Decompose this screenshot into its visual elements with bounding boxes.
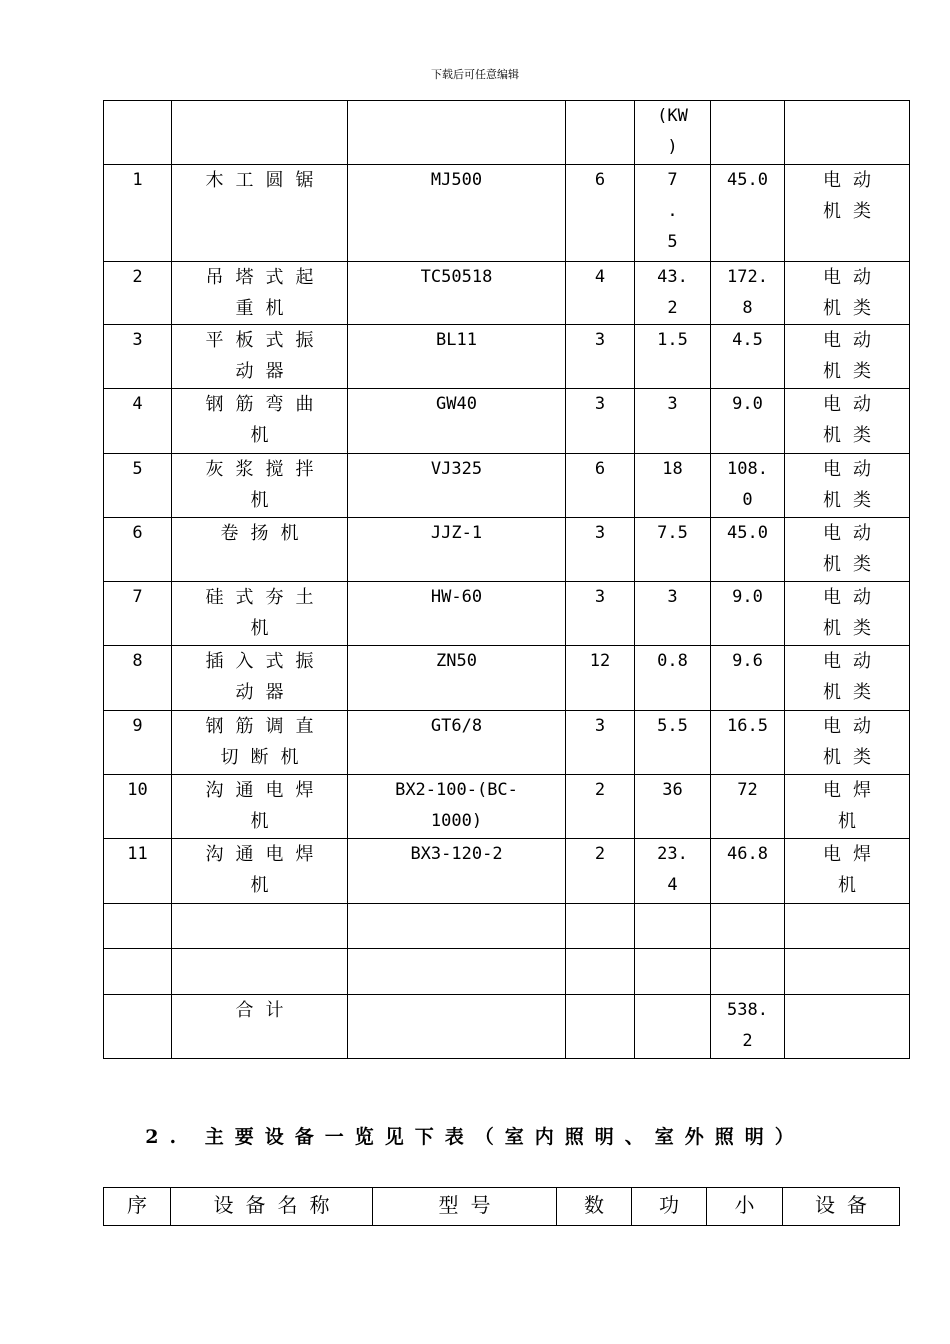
table-row [104, 582, 910, 646]
power-cell: 7 . 5 [635, 165, 711, 262]
subtotal-cell: 72 [711, 775, 785, 839]
power-cell: 7.5 [635, 518, 711, 582]
type-cell: 电焊 机 [785, 775, 910, 839]
subtotal-cell [711, 904, 785, 949]
name-cell: 平板式振 动器 [172, 325, 348, 389]
power-cell: 5.5 [635, 711, 711, 775]
name-cell: 木工圆锯 [172, 165, 348, 262]
page-header: 下载后可任意编辑 [431, 68, 519, 81]
seq-cell: 6 [104, 518, 172, 582]
type-cell: 电动 机类 [785, 165, 910, 262]
seq-cell: 7 [104, 582, 172, 646]
power-cell: 43. 2 [635, 262, 711, 325]
subtotal-cell: 16.5 [711, 711, 785, 775]
qty-cell: 6 [566, 454, 635, 518]
type-cell: 电焊 机 [785, 839, 910, 904]
type-cell: 电动 机类 [785, 711, 910, 775]
name-cell: 设备名称 [171, 1188, 373, 1226]
table-row [104, 904, 910, 949]
model-cell [348, 101, 566, 165]
type-cell: 电动 机类 [785, 646, 910, 711]
seq-cell: 2 [104, 262, 172, 325]
type-cell: 设备 [783, 1188, 900, 1226]
type-cell: 电动 机类 [785, 582, 910, 646]
table-row [104, 711, 910, 775]
name-cell: 灰浆搅拌 机 [172, 454, 348, 518]
seq-cell: 8 [104, 646, 172, 711]
type-cell: 电动 机类 [785, 325, 910, 389]
equipment-table [103, 100, 910, 1059]
qty-cell: 3 [566, 518, 635, 582]
table-header-row [104, 101, 910, 165]
table-row [104, 325, 910, 389]
qty-cell: 12 [566, 646, 635, 711]
qty-cell [566, 904, 635, 949]
qty-cell: 3 [566, 325, 635, 389]
table-row [104, 775, 910, 839]
qty-cell: 6 [566, 165, 635, 262]
model-cell [348, 995, 566, 1059]
table-row [104, 389, 910, 454]
subtotal-cell: 172. 8 [711, 262, 785, 325]
power-cell: 23. 4 [635, 839, 711, 904]
model-cell [348, 904, 566, 949]
power-cell [635, 949, 711, 995]
table-row [104, 839, 910, 904]
type-cell: 电动 机类 [785, 518, 910, 582]
subtotal-cell [711, 101, 785, 165]
section-heading: 2. 主要设备一览见下表（室内照明、室外照明） [145, 1126, 805, 1148]
qty-cell [566, 995, 635, 1059]
seq-cell: 5 [104, 454, 172, 518]
model-cell: GW40 [348, 389, 566, 454]
type-cell [785, 904, 910, 949]
type-cell [785, 995, 910, 1059]
subtotal-cell [711, 949, 785, 995]
power-cell: 18 [635, 454, 711, 518]
seq-cell: 11 [104, 839, 172, 904]
subtotal-cell: 9.6 [711, 646, 785, 711]
table-row [104, 454, 910, 518]
model-cell: BL11 [348, 325, 566, 389]
model-cell [348, 949, 566, 995]
power-cell: 1.5 [635, 325, 711, 389]
model-cell: ZN50 [348, 646, 566, 711]
name-cell: 合计 [172, 995, 348, 1059]
table-total-row [104, 995, 910, 1059]
model-cell: VJ325 [348, 454, 566, 518]
qty-cell: 2 [566, 839, 635, 904]
power-cell [635, 904, 711, 949]
power-cell: 36 [635, 775, 711, 839]
power-cell [635, 995, 711, 1059]
model-cell: TC50518 [348, 262, 566, 325]
name-cell: 插入式振 动器 [172, 646, 348, 711]
seq-cell [104, 101, 172, 165]
power-cell: 3 [635, 582, 711, 646]
table-row [104, 262, 910, 325]
seq-cell: 3 [104, 325, 172, 389]
model-cell: BX3-120-2 [348, 839, 566, 904]
model-cell: GT6/8 [348, 711, 566, 775]
model-cell: JJZ-1 [348, 518, 566, 582]
name-cell: 钢筋弯曲 机 [172, 389, 348, 454]
subtotal-cell: 4.5 [711, 325, 785, 389]
seq-cell: 10 [104, 775, 172, 839]
seq-cell: 序 [104, 1188, 171, 1226]
qty-cell: 3 [566, 711, 635, 775]
seq-cell: 4 [104, 389, 172, 454]
name-cell [172, 949, 348, 995]
qty-cell [566, 101, 635, 165]
subtotal-cell: 45.0 [711, 165, 785, 262]
type-cell: 电动 机类 [785, 454, 910, 518]
name-cell: 钢筋调直 切断机 [172, 711, 348, 775]
model-cell: MJ500 [348, 165, 566, 262]
name-cell: 吊塔式起 重机 [172, 262, 348, 325]
type-cell: 电动 机类 [785, 389, 910, 454]
qty-cell [566, 949, 635, 995]
power-cell: 3 [635, 389, 711, 454]
name-cell [172, 101, 348, 165]
subtotal-cell: 小 [707, 1188, 783, 1226]
subtotal-cell: 46.8 [711, 839, 785, 904]
seq-cell [104, 995, 172, 1059]
subtotal-cell: 45.0 [711, 518, 785, 582]
type-cell: 电动 机类 [785, 262, 910, 325]
model-cell: HW-60 [348, 582, 566, 646]
name-cell: 卷扬机 [172, 518, 348, 582]
name-cell [172, 904, 348, 949]
qty-cell: 4 [566, 262, 635, 325]
subtotal-cell: 538. 2 [711, 995, 785, 1059]
table-row [104, 646, 910, 711]
equipment-table-2 [103, 1187, 900, 1226]
table-header-row [104, 1188, 900, 1226]
power-cell: 0.8 [635, 646, 711, 711]
subtotal-cell: 108. 0 [711, 454, 785, 518]
seq-cell: 9 [104, 711, 172, 775]
name-cell: 沟通电焊 机 [172, 775, 348, 839]
qty-cell: 数 [557, 1188, 632, 1226]
type-cell [785, 101, 910, 165]
name-cell: 硅式夯土 机 [172, 582, 348, 646]
table-row [104, 518, 910, 582]
qty-cell: 2 [566, 775, 635, 839]
subtotal-cell: 9.0 [711, 389, 785, 454]
qty-cell: 3 [566, 582, 635, 646]
table-row [104, 949, 910, 995]
name-cell: 沟通电焊 机 [172, 839, 348, 904]
seq-cell [104, 904, 172, 949]
seq-cell [104, 949, 172, 995]
model-cell: 型号 [373, 1188, 557, 1226]
type-cell [785, 949, 910, 995]
power-cell: (KW ) [635, 101, 711, 165]
qty-cell: 3 [566, 389, 635, 454]
table-row [104, 165, 910, 262]
model-cell: BX2-100-(BC- 1000) [348, 775, 566, 839]
subtotal-cell: 9.0 [711, 582, 785, 646]
power-cell: 功 [632, 1188, 707, 1226]
seq-cell: 1 [104, 165, 172, 262]
